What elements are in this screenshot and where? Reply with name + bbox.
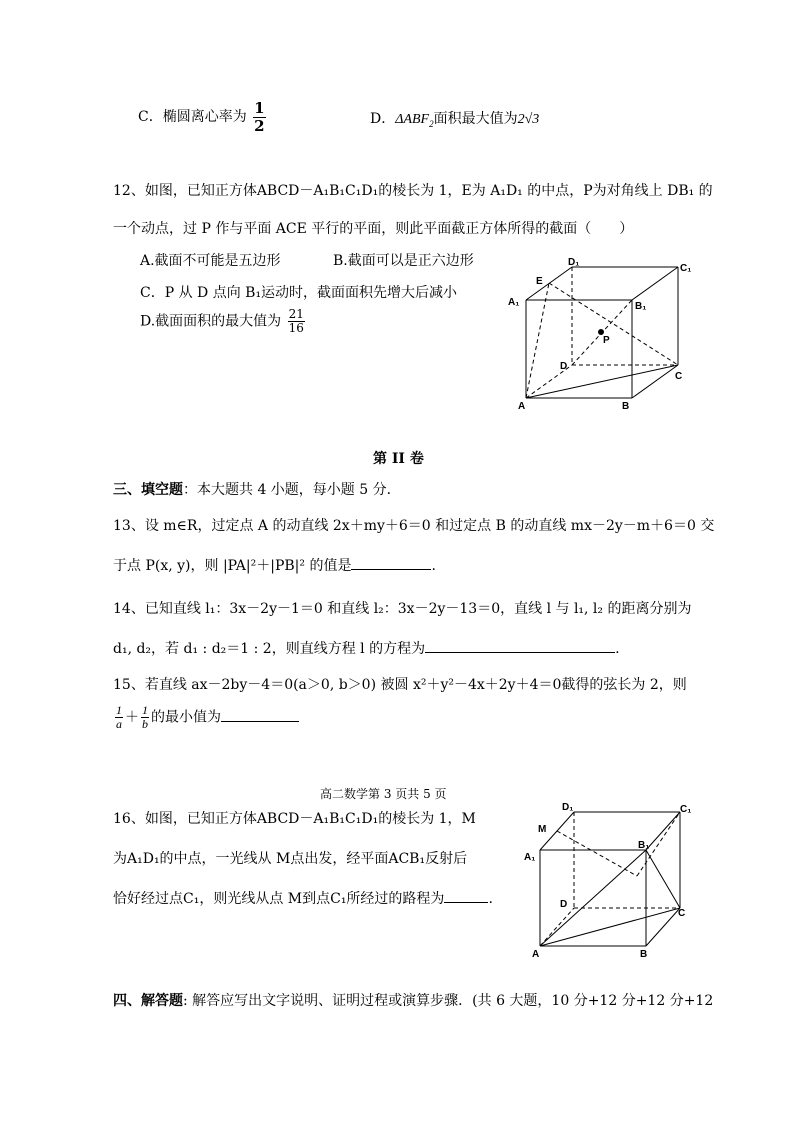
label-d1: D₁ xyxy=(568,257,580,268)
section-iv-label: 四、解答题 xyxy=(113,993,183,1009)
q13-stem-line1: 13、设 m∈R，过定点 A 的动直线 2x＋my＋6＝0 和过定点 B 的动直线 mx－2y－m＋6＝0 交 xyxy=(113,518,715,534)
fraction-denominator: 16 xyxy=(288,321,304,336)
q14-stem-end: . xyxy=(615,641,620,657)
label-d: D xyxy=(560,899,568,910)
label-b: B xyxy=(622,401,630,412)
q15-fraction-1-over-a xyxy=(115,704,123,731)
edge-bc xyxy=(646,908,680,946)
label-a: A xyxy=(518,401,526,412)
q11-option-c xyxy=(138,100,268,134)
q11-option-d-prefix: D． xyxy=(370,111,396,127)
label-c: C xyxy=(675,371,683,382)
q11-option-c-fraction xyxy=(253,100,265,134)
label-c1: C₁ xyxy=(680,263,692,274)
q11-option-c-text: C．椭圆离心率为 xyxy=(138,109,247,125)
q12-stem-line2: 一个动点，过 P 作与平面 ACE 平行的平面，则此平面截正方体所得的截面（ ） xyxy=(113,221,634,237)
q16-stem-line3 xyxy=(113,888,493,908)
q12-option-b: B.截面可以是正六边形 xyxy=(333,253,474,269)
cube-figure-1 xyxy=(500,255,700,415)
label-b: B xyxy=(640,949,648,960)
q14-answer-blank xyxy=(425,638,615,653)
edge-b1c1 xyxy=(646,812,680,850)
edge-ad xyxy=(540,908,574,946)
label-b1: B₁ xyxy=(638,840,650,851)
q11-option-d-text: 面积最大值为 xyxy=(433,111,518,127)
q15-fraction-1-over-b xyxy=(141,704,149,731)
label-p: P xyxy=(603,335,610,346)
fraction-denominator: b xyxy=(142,717,148,732)
section-iv-heading xyxy=(113,990,713,1010)
label-e: E xyxy=(536,276,543,287)
q16-stem-text: 恰好经过点C₁，则光线从点 M到点C₁所经过的路程为 xyxy=(113,891,445,907)
label-b1: B₁ xyxy=(635,301,647,312)
section-iv-description: : 解答应写出文字说明、证明过程或演算步骤．(共 6 大题，10 分+12 分+12 分+12 xyxy=(183,993,714,1009)
q15-plus-sign: ＋ xyxy=(125,709,139,726)
fraction-numerator: 1 xyxy=(116,703,122,717)
label-a1: A₁ xyxy=(524,852,536,863)
q12-option-d xyxy=(140,308,307,335)
q11-option-d-math: ΔABF xyxy=(395,112,430,127)
q16-stem-end: . xyxy=(488,891,493,907)
q11-option-d xyxy=(370,108,539,129)
fraction-numerator: 21 xyxy=(288,307,304,321)
section-iii-description: ：本大题共 4 小题，每小题 5 分． xyxy=(183,482,401,498)
q11-option-d-value: 2√3 xyxy=(517,112,540,127)
label-m: M xyxy=(538,824,547,835)
label-d: D xyxy=(560,361,568,372)
section-iii-label: 三、填空题 xyxy=(113,482,183,498)
segment-b1c xyxy=(646,850,680,908)
q13-stem-text: 于点 P(x, y)，则 |PA|²＋|PB|² 的值是 xyxy=(113,558,352,574)
q16-answer-blank xyxy=(444,888,488,903)
q12-option-c: C．P 从 D 点向 B₁运动时，截面面积先增大后减小 xyxy=(140,285,458,301)
q16-stem-line2: 为A₁D₁的中点，一光线从 M点出发，经平面ACB₁反射后 xyxy=(113,851,468,867)
label-d1: D₁ xyxy=(562,802,574,813)
fraction-denominator: 2 xyxy=(254,116,265,135)
q12-option-a: A.截面不可能是五边形 xyxy=(140,253,281,269)
q15-stem-line2 xyxy=(113,704,299,731)
q14-stem-line2 xyxy=(113,638,620,658)
section-iii-heading xyxy=(113,479,401,499)
cube-figure-2 xyxy=(520,798,700,963)
q15-answer-blank xyxy=(221,707,299,722)
q12-option-d-fraction xyxy=(288,308,305,335)
segment-ec xyxy=(549,283,678,365)
q14-stem-text: d₁, d₂，若 d₁ : d₂＝1 : 2，则直线方程 l 的方程为 xyxy=(113,641,426,657)
label-c: C xyxy=(678,908,686,919)
q13-stem-end: . xyxy=(431,558,436,574)
q14-stem-line1: 14、已知直线 l₁：3x－2y－1＝0 和直线 l₂：3x－2y－13＝0，直线 l 与 l₁, l₂ 的距离分别为 xyxy=(113,601,692,617)
q11-option-d-subscript: 2 xyxy=(429,118,434,129)
section-ii-title: 第 II 卷 xyxy=(373,451,424,467)
fraction-numerator: 1 xyxy=(142,703,148,717)
q15-stem-line1: 15、若直线 ax－2by－4＝0(a＞0, b＞0) 被圆 x²＋y²－4x＋2y＋4＝0截得的弦长为 2，则 xyxy=(113,677,687,693)
q15-stem-text: 的最小值为 xyxy=(151,709,221,726)
label-a1: A₁ xyxy=(508,297,520,308)
fraction-numerator: 1 xyxy=(254,99,265,117)
q12-option-d-text: D.截面面积的最大值为 xyxy=(140,313,282,330)
label-c1: C₁ xyxy=(680,804,692,815)
q12-stem-line1: 12、如图，已知正方体ABCD－A₁B₁C₁D₁的棱长为 1，E为 A₁D₁ 的中点，P为对角线上 DB₁ 的 xyxy=(113,183,713,199)
q13-stem-line2 xyxy=(113,555,436,575)
q13-answer-blank xyxy=(351,555,431,570)
edge-b1c1 xyxy=(632,267,678,300)
page-footer: 高二数学第 3 页共 5 页 xyxy=(320,787,447,801)
fraction-denominator: a xyxy=(116,717,122,732)
q16-stem-line1: 16、如图，已知正方体ABCD－A₁B₁C₁D₁的棱长为 1，M xyxy=(113,811,476,827)
light-ray-incoming xyxy=(557,831,637,876)
label-a: A xyxy=(532,949,540,960)
